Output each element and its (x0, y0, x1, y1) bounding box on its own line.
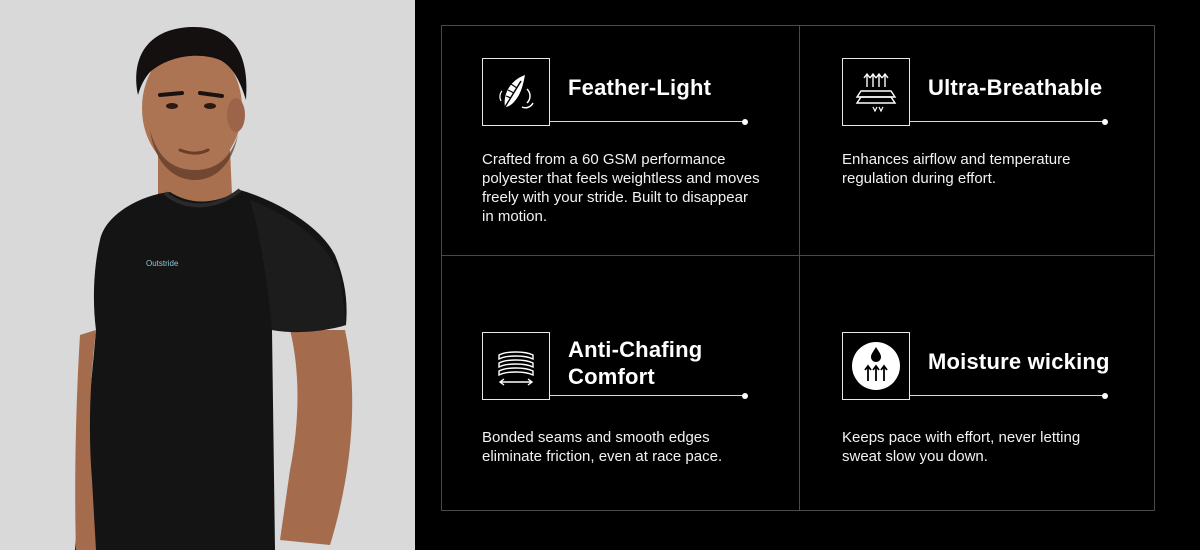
feature-divider (550, 121, 745, 122)
feature-title: Moisture wicking (928, 349, 1110, 374)
feature-description: Enhances airflow and temperature regulation during effort. (842, 151, 1071, 187)
breathable-fabric-icon (842, 58, 910, 126)
feather-icon (482, 58, 550, 126)
features-panel (415, 0, 1200, 550)
feature-title: Feather-Light (568, 75, 712, 100)
model-illustration (0, 0, 415, 550)
product-photo (0, 0, 415, 550)
feature-description: Keeps pace with effort, never letting sweat slow you down. (842, 429, 1081, 465)
feature-title-line: Anti-Chafing (568, 337, 703, 362)
feature-title: Ultra-Breathable (928, 75, 1103, 100)
feature-title-line: Comfort (568, 364, 655, 389)
feature-description: Bonded seams and smooth edges eliminate friction, even at race pace. (482, 429, 723, 465)
grid-divider-horizontal (442, 255, 1154, 256)
feature-divider (910, 121, 1105, 122)
grid-divider-vertical (799, 26, 800, 510)
feature-divider (910, 395, 1105, 396)
moisture-wicking-icon (842, 332, 910, 400)
feature-description: Crafted from a 60 GSM performance polyester that feels weightless and moves freely with your stride. Built to disappear in motion. (482, 151, 760, 225)
shirt-logo: Outstride (146, 259, 179, 268)
feature-title (568, 336, 702, 390)
feature-divider (550, 395, 745, 396)
features-grid (441, 25, 1155, 511)
smooth-layers-icon (482, 332, 550, 400)
